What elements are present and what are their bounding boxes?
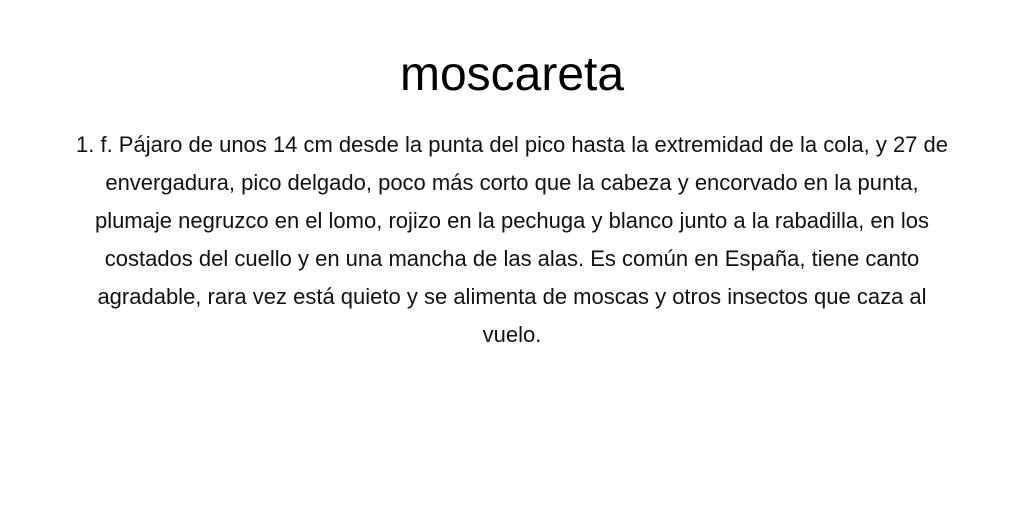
definition-text: 1. f. Pájaro de unos 14 cm desde la punta del pico hasta la extremidad de la cola, y 27 de envergadura, pico delgado, poco más corto que la cabeza y encorvado en la punta, plumaje negruzco en el lomo, rojizo en la pechuga y blanco junto a la rabadilla, en los costados del cuello y en una mancha de las alas. Es común en España, tiene canto agradable, rara vez está quieto y se alimenta de moscas y otros insectos que caza al vuelo. xyxy=(76,132,948,347)
term-heading: moscareta xyxy=(399,48,625,101)
